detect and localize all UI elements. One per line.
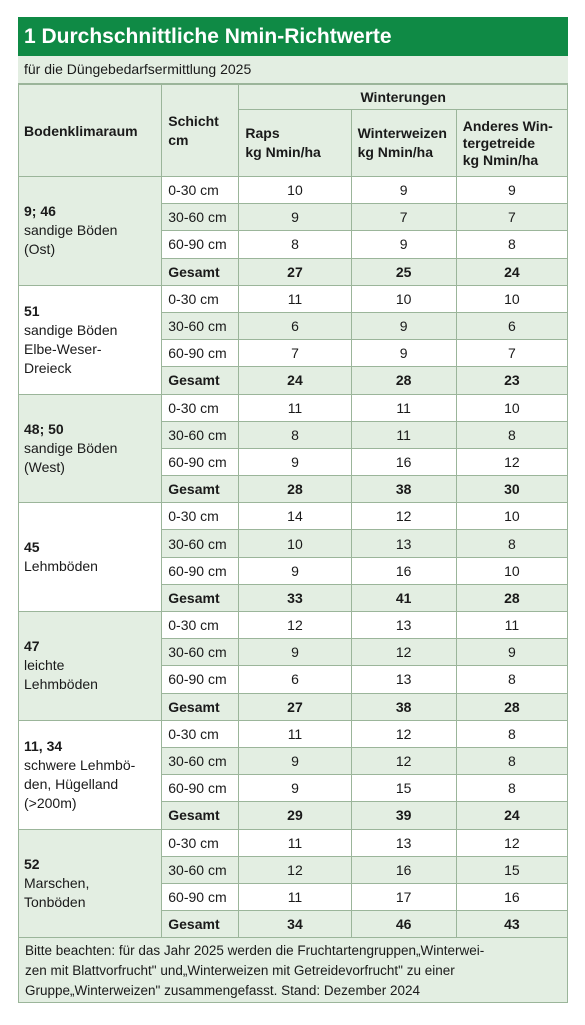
raps-value: 34 <box>239 911 351 938</box>
header-schicht: Schicht cm <box>162 85 239 177</box>
depth-cell: Gesamt <box>162 367 239 394</box>
winterweizen-value: 12 <box>351 639 456 666</box>
table-row <box>19 394 568 421</box>
anderes-wintergetreide-value: 12 <box>456 829 567 856</box>
region-description: sandige Böden (Ost) <box>24 222 118 258</box>
depth-cell: 60-90 cm <box>162 883 239 910</box>
anderes-wintergetreide-value: 16 <box>456 883 567 910</box>
region-cell <box>19 394 162 503</box>
raps-value: 6 <box>239 312 351 339</box>
raps-value: 33 <box>239 584 351 611</box>
winterweizen-value: 17 <box>351 883 456 910</box>
table-row <box>19 720 568 747</box>
anderes-wintergetreide-value: 8 <box>456 720 567 747</box>
depth-cell: Gesamt <box>162 802 239 829</box>
anderes-wintergetreide-value: 28 <box>456 584 567 611</box>
winterweizen-value: 41 <box>351 584 456 611</box>
depth-cell: 30-60 cm <box>162 747 239 774</box>
winterweizen-value: 12 <box>351 747 456 774</box>
anderes-wintergetreide-value: 7 <box>456 340 567 367</box>
raps-value: 7 <box>239 340 351 367</box>
raps-value: 9 <box>239 204 351 231</box>
table-row <box>19 612 568 639</box>
raps-value: 9 <box>239 557 351 584</box>
winterweizen-value: 28 <box>351 367 456 394</box>
depth-cell: 60-90 cm <box>162 775 239 802</box>
winterweizen-value: 11 <box>351 421 456 448</box>
raps-value: 9 <box>239 639 351 666</box>
raps-value: 12 <box>239 856 351 883</box>
depth-cell: Gesamt <box>162 476 239 503</box>
winterweizen-value: 46 <box>351 911 456 938</box>
winterweizen-value: 13 <box>351 829 456 856</box>
depth-cell: 0-30 cm <box>162 829 239 856</box>
anderes-wintergetreide-value: 6 <box>456 312 567 339</box>
winterweizen-value: 9 <box>351 312 456 339</box>
region-description: leichte Lehmböden <box>24 657 98 693</box>
anderes-wintergetreide-value: 8 <box>456 775 567 802</box>
region-cell <box>19 612 162 721</box>
depth-cell: 60-90 cm <box>162 448 239 475</box>
anderes-wintergetreide-value: 10 <box>456 285 567 312</box>
anderes-wintergetreide-value: 8 <box>456 666 567 693</box>
winterweizen-value: 9 <box>351 177 456 204</box>
raps-value: 11 <box>239 285 351 312</box>
depth-cell: 30-60 cm <box>162 421 239 448</box>
anderes-wintergetreide-value: 8 <box>456 231 567 258</box>
raps-value: 27 <box>239 693 351 720</box>
winterweizen-value: 25 <box>351 258 456 285</box>
depth-cell: 60-90 cm <box>162 666 239 693</box>
winterweizen-value: 9 <box>351 231 456 258</box>
winterweizen-value: 16 <box>351 448 456 475</box>
winterweizen-value: 15 <box>351 775 456 802</box>
anderes-wintergetreide-value: 7 <box>456 204 567 231</box>
region-cell <box>19 720 162 829</box>
raps-value: 9 <box>239 448 351 475</box>
raps-value: 6 <box>239 666 351 693</box>
winterweizen-value: 38 <box>351 476 456 503</box>
header-anderes-wintergetreide: Anderes Win- tergetreide kg Nmin/ha <box>456 110 567 177</box>
raps-value: 9 <box>239 775 351 802</box>
depth-cell: 0-30 cm <box>162 285 239 312</box>
raps-value: 10 <box>239 177 351 204</box>
anderes-wintergetreide-value: 23 <box>456 367 567 394</box>
anderes-wintergetreide-value: 24 <box>456 258 567 285</box>
raps-value: 10 <box>239 530 351 557</box>
depth-cell: Gesamt <box>162 693 239 720</box>
raps-value: 12 <box>239 612 351 639</box>
winterweizen-value: 9 <box>351 340 456 367</box>
table-row <box>19 177 568 204</box>
raps-value: 11 <box>239 394 351 421</box>
footnote: Bitte beachten: für das Jahr 2025 werden die Fruchtartengruppen„Winterwei- zen mit Blattvorfrucht" und„Winterweizen mit Getreidevorfrucht" zu einer Gruppe„Winterweizen" zusammengefasst. Stand: Dezember 2024 <box>18 938 568 1003</box>
depth-cell: 0-30 cm <box>162 503 239 530</box>
depth-cell: 30-60 cm <box>162 204 239 231</box>
region-code: 47 <box>24 638 40 655</box>
anderes-wintergetreide-value: 24 <box>456 802 567 829</box>
depth-cell: 30-60 cm <box>162 639 239 666</box>
winterweizen-value: 7 <box>351 204 456 231</box>
anderes-wintergetreide-value: 8 <box>456 747 567 774</box>
winterweizen-value: 13 <box>351 666 456 693</box>
winterweizen-value: 16 <box>351 856 456 883</box>
table-row <box>19 829 568 856</box>
winterweizen-value: 39 <box>351 802 456 829</box>
table-row <box>19 503 568 530</box>
depth-cell: 30-60 cm <box>162 856 239 883</box>
region-cell <box>19 177 162 286</box>
region-code: 9; 46 <box>24 203 56 220</box>
depth-cell: 30-60 cm <box>162 312 239 339</box>
depth-cell: 60-90 cm <box>162 557 239 584</box>
header-raps: Raps kg Nmin/ha <box>239 110 351 177</box>
page-title: 1 Durchschnittliche Nmin-Richtwerte <box>18 17 568 56</box>
raps-value: 8 <box>239 421 351 448</box>
region-code: 11, 34 <box>24 737 63 754</box>
anderes-wintergetreide-value: 10 <box>456 503 567 530</box>
raps-value: 14 <box>239 503 351 530</box>
anderes-wintergetreide-value: 10 <box>456 557 567 584</box>
depth-cell: Gesamt <box>162 911 239 938</box>
anderes-wintergetreide-value: 9 <box>456 639 567 666</box>
region-cell <box>19 285 162 394</box>
raps-value: 28 <box>239 476 351 503</box>
raps-value: 11 <box>239 829 351 856</box>
raps-value: 27 <box>239 258 351 285</box>
anderes-wintergetreide-value: 28 <box>456 693 567 720</box>
region-code: 48; 50 <box>24 420 64 437</box>
header-region: Bodenklimaraum <box>19 85 162 177</box>
raps-value: 8 <box>239 231 351 258</box>
winterweizen-value: 10 <box>351 285 456 312</box>
depth-cell: 0-30 cm <box>162 177 239 204</box>
raps-value: 11 <box>239 720 351 747</box>
depth-cell: 0-30 cm <box>162 394 239 421</box>
depth-cell: Gesamt <box>162 584 239 611</box>
region-cell <box>19 829 162 938</box>
anderes-wintergetreide-value: 30 <box>456 476 567 503</box>
winterweizen-value: 13 <box>351 612 456 639</box>
region-code: 45 <box>24 539 40 556</box>
anderes-wintergetreide-value: 12 <box>456 448 567 475</box>
depth-cell: Gesamt <box>162 258 239 285</box>
region-description: Marschen, Tonböden <box>24 874 90 910</box>
anderes-wintergetreide-value: 43 <box>456 911 567 938</box>
anderes-wintergetreide-value: 8 <box>456 530 567 557</box>
region-code: 51 <box>24 302 40 319</box>
winterweizen-value: 13 <box>351 530 456 557</box>
nmin-table-card <box>18 17 568 1003</box>
header-winterungen: Winterungen <box>239 85 568 110</box>
anderes-wintergetreide-value: 15 <box>456 856 567 883</box>
region-cell <box>19 503 162 612</box>
raps-value: 24 <box>239 367 351 394</box>
depth-cell: 0-30 cm <box>162 612 239 639</box>
subtitle: für die Düngebedarfsermittlung 2025 <box>18 56 568 84</box>
table-row <box>19 285 568 312</box>
region-description: Lehmböden <box>24 558 98 575</box>
depth-cell: 30-60 cm <box>162 530 239 557</box>
anderes-wintergetreide-value: 8 <box>456 421 567 448</box>
raps-value: 9 <box>239 747 351 774</box>
depth-cell: 0-30 cm <box>162 720 239 747</box>
anderes-wintergetreide-value: 9 <box>456 177 567 204</box>
raps-value: 29 <box>239 802 351 829</box>
region-code: 52 <box>24 855 40 872</box>
anderes-wintergetreide-value: 10 <box>456 394 567 421</box>
header-winterweizen: Winterweizen kg Nmin/ha <box>351 110 456 177</box>
winterweizen-value: 38 <box>351 693 456 720</box>
region-description: schwere Lehmbö- den, Hügelland (>200m) <box>24 756 136 811</box>
nmin-table <box>18 84 568 938</box>
winterweizen-value: 12 <box>351 720 456 747</box>
table-body <box>19 177 568 938</box>
region-description: sandige Böden (West) <box>24 439 118 475</box>
winterweizen-value: 16 <box>351 557 456 584</box>
raps-value: 11 <box>239 883 351 910</box>
winterweizen-value: 12 <box>351 503 456 530</box>
depth-cell: 60-90 cm <box>162 340 239 367</box>
winterweizen-value: 11 <box>351 394 456 421</box>
anderes-wintergetreide-value: 11 <box>456 612 567 639</box>
region-description: sandige Böden Elbe-Weser- Dreieck <box>24 321 118 376</box>
depth-cell: 60-90 cm <box>162 231 239 258</box>
